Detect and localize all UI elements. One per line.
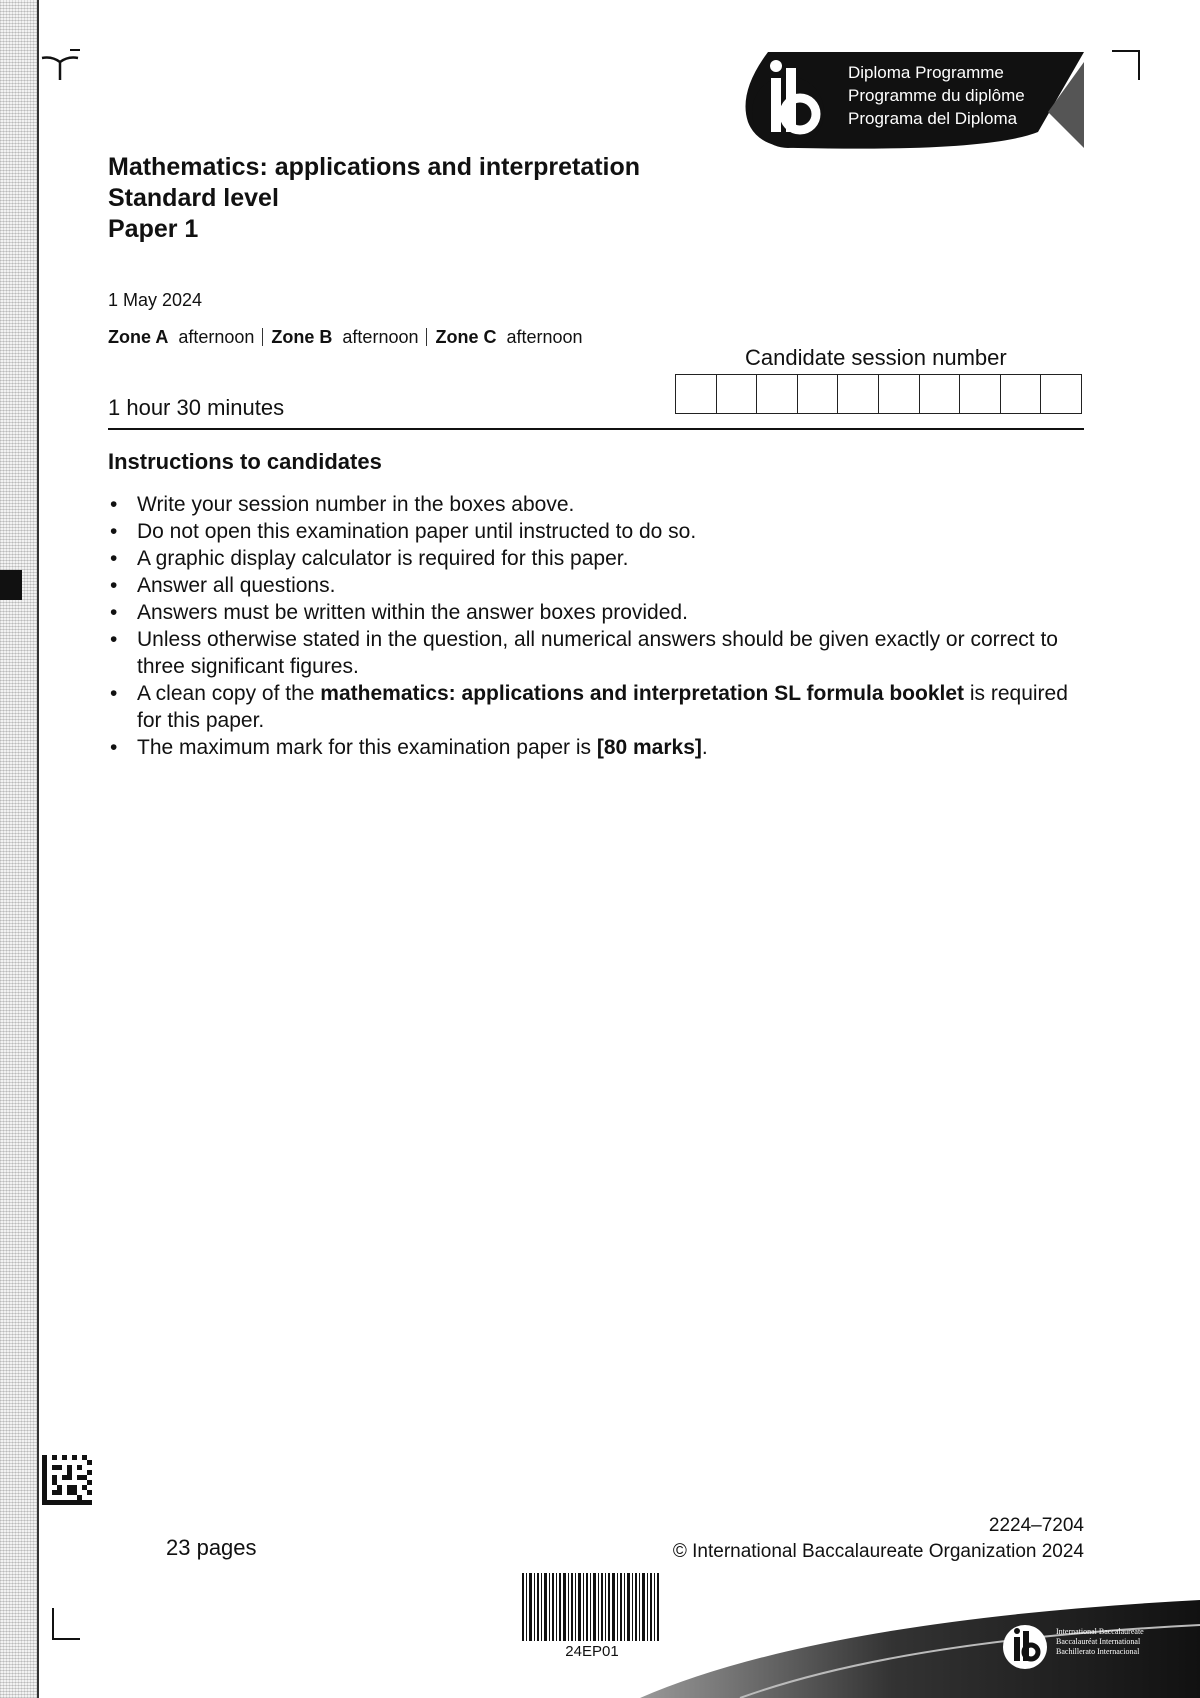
header-divider	[108, 428, 1084, 430]
session-digit-box[interactable]	[920, 375, 961, 413]
ib-footer-logo	[1000, 1622, 1050, 1672]
corner-mark-bottom-left	[52, 1608, 80, 1640]
formula-text-after: is required for this paper.	[137, 682, 1068, 732]
instructions-heading: Instructions to candidates	[108, 449, 382, 474]
zone-a-label: Zone A	[108, 327, 169, 347]
session-digit-box[interactable]	[798, 375, 839, 413]
scan-edge-strip	[0, 0, 39, 1698]
session-digit-box[interactable]	[717, 375, 758, 413]
scan-edge-block	[0, 570, 22, 600]
zone-times	[108, 327, 583, 348]
ib-logo-text	[848, 61, 1025, 130]
formula-booklet-name: mathematics: applications and interpretation SL formula booklet	[320, 682, 965, 705]
marks-text-after: .	[701, 736, 708, 759]
subject-title: Mathematics: applications and interpretation	[108, 153, 641, 181]
datamatrix-code	[42, 1455, 92, 1505]
instruction-item: • Answer all questions.	[108, 572, 1068, 599]
instruction-item: • Unless otherwise stated in the question, all numerical answers should be given exactly or correct to three significant figures.	[108, 626, 1068, 680]
zone-b-time: afternoon	[342, 327, 419, 347]
level-title: Standard level	[108, 184, 279, 212]
logo-line-en: Diploma Programme	[848, 63, 1004, 82]
instructions-list	[108, 491, 1068, 761]
formula-text-before: A clean copy of the	[137, 682, 321, 705]
copyright-notice: © International Baccalaureate Organization 2024	[672, 1541, 1084, 1562]
page-count: 23 pages	[166, 1535, 257, 1560]
instruction-item-max-marks	[108, 734, 1068, 761]
instruction-item: • A graphic display calculator is required for this paper.	[108, 545, 1068, 572]
zone-b-label: Zone B	[271, 327, 333, 347]
registration-mark	[40, 48, 82, 82]
session-digit-box[interactable]	[1001, 375, 1042, 413]
logo-line-fr: Programme du diplôme	[848, 86, 1025, 105]
session-digit-box[interactable]	[879, 375, 920, 413]
instruction-item: • Write your session number in the boxes above.	[108, 491, 1068, 518]
paper-code: 2224–7204	[988, 1515, 1084, 1536]
corner-mark-top-right	[1112, 50, 1140, 80]
session-digit-box[interactable]	[838, 375, 879, 413]
candidate-session-boxes	[675, 374, 1082, 414]
exam-date: 1 May 2024	[108, 290, 203, 310]
zone-a-time: afternoon	[178, 327, 255, 347]
barcode-label: 24EP01	[565, 1643, 619, 1660]
ib-footer-text	[1056, 1627, 1144, 1657]
instruction-item-formula-booklet	[108, 680, 1068, 734]
instruction-item: • Answers must be written within the answer boxes provided.	[108, 599, 1068, 626]
ib-footer-line-en: International Baccalaureate	[1056, 1627, 1144, 1636]
session-digit-box[interactable]	[757, 375, 798, 413]
marks-text-before: The maximum mark for this examination paper is	[137, 736, 597, 759]
exam-title	[108, 152, 640, 245]
logo-line-es: Programa del Diploma	[848, 109, 1018, 128]
session-digit-box[interactable]	[960, 375, 1001, 413]
exam-duration: 1 hour 30 minutes	[108, 395, 285, 420]
session-digit-box[interactable]	[676, 375, 717, 413]
max-marks: [80 marks]	[596, 736, 702, 759]
paper-title: Paper 1	[108, 215, 199, 243]
zone-c-time: afternoon	[506, 327, 583, 347]
session-digit-box[interactable]	[1041, 375, 1081, 413]
candidate-session-label: Candidate session number	[745, 345, 1007, 370]
instruction-item: • Do not open this examination paper until instructed to do so.	[108, 518, 1068, 545]
ib-footer-line-es: Bachillerato Internacional	[1056, 1647, 1140, 1656]
ib-footer-line-fr: Baccalauréat International	[1056, 1637, 1141, 1646]
zone-c-label: Zone C	[435, 327, 497, 347]
